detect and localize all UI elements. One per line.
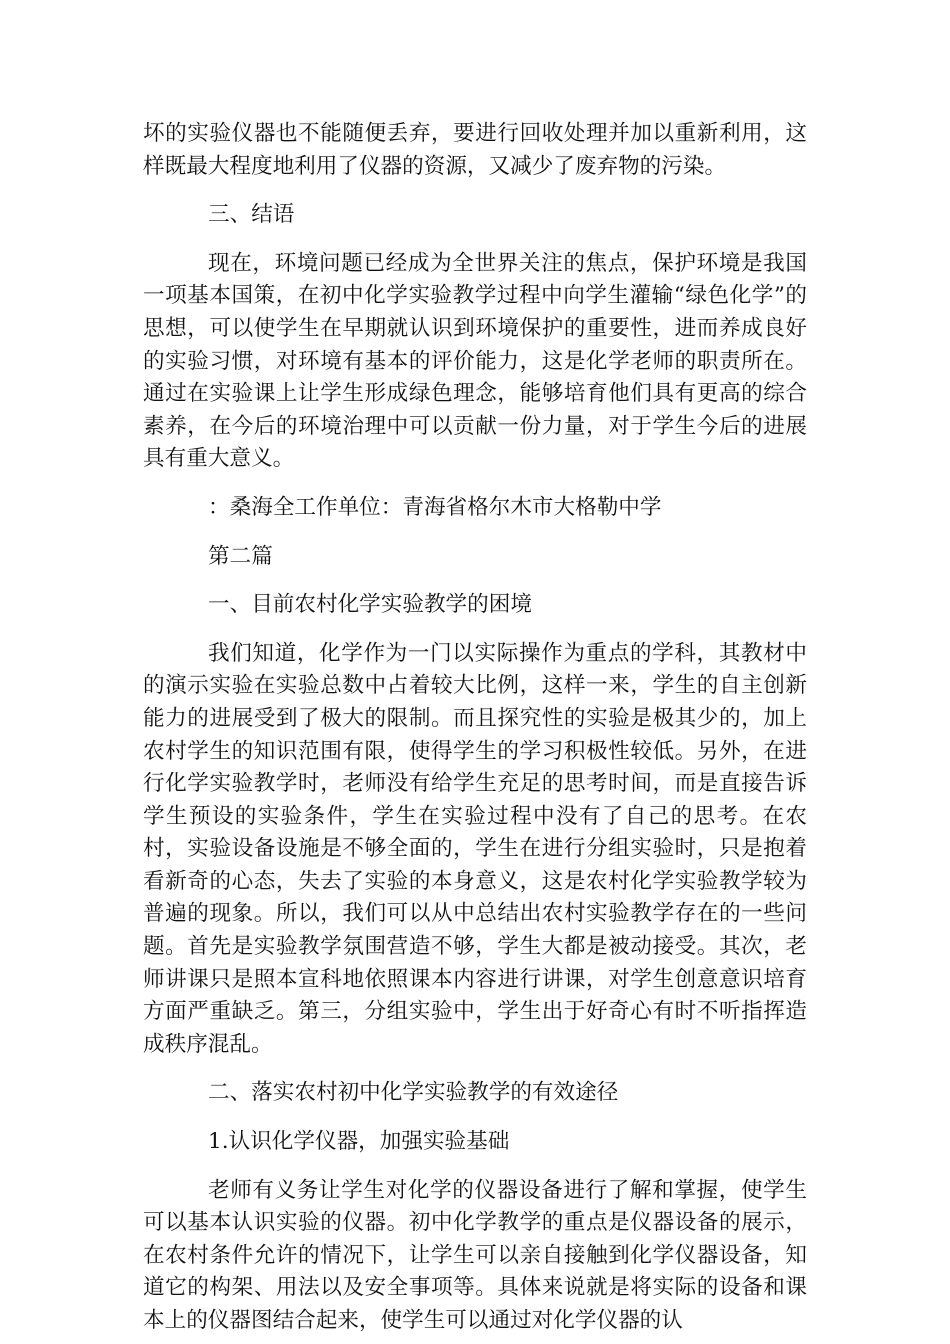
section-heading-dilemma: 一、目前农村化学实验教学的困境 — [208, 592, 532, 618]
subsection-heading-instruments: 1.认识化学仪器，加强实验基础 — [208, 1129, 510, 1155]
paragraph-instruments: 老师有义务让学生对化学的仪器设备进行了解和掌握，使学生可以基本认识实验的仪器。初中化学教学的重点是仪器设备的展示，在农村条件允许的情况下，让学生可以亲自接触到化学仪器设备，知道它的构架、用法以及安全事项等。具体来说就是将实际的设备和课本上的仪器图结合起来，使学生可以通过对化学仪器的认 — [143, 1177, 807, 1333]
section-heading-conclusion: 三、结语 — [208, 202, 295, 228]
document-body — [143, 118, 807, 1338]
paragraph-dilemma: 我们知道，化学作为一门以实际操作为重点的学科，其教材中的演示实验在实验总数中占着较大比例，这样一来，学生的自主创新能力的进展受到了极大的限制。而且探究性的实验是极其少的，加上农村学生的知识范围有限，使得学生的学习积极性较低。另外，在进行化学实验教学时，老师没有给学生充足的思考时间，而是直接告诉学生预设的实验条件，学生在实验过程中没有了自己的思考。在农村，实验设备设施是不够全面的，学生在进行分组实验时，只是抱着看新奇的心态，失去了实验的本身意义，这是农村化学实验教学较为普遍的现象。所以，我们可以从中总结出农村实验教学存在的一些问题。首先是实验教学氛围营造不够，学生大都是被动接受。其次，老师讲课只是照本宣科地依照课本内容进行讲课，对学生创意意识培育方面严重缺乏。第三，分组实验中，学生出于好奇心有时不听指挥造成秩序混乱。 — [143, 640, 807, 1057]
part-heading-second: 第二篇 — [208, 543, 273, 569]
paragraph-continuation: 坏的实验仪器也不能随便丢弃，要进行回收处理并加以重新利用，这样既最大程度地利用了仪器的资源，又减少了废弃物的污染。 — [143, 121, 807, 179]
author-affiliation: ：桑海全工作单位：青海省格尔木市大格勒中学 — [208, 494, 662, 520]
section-heading-approaches: 二、落实农村初中化学实验教学的有效途径 — [208, 1080, 619, 1106]
paragraph-conclusion: 现在，环境问题已经成为全世界关注的焦点，保护环境是我国一项基本国策，在初中化学实验教学过程中向学生灌输“绿色化学”的思想，可以使学生在早期就认识到环境保护的重要性，进而养成良好的实验习惯，对环境有基本的评价能力，这是化学老师的职责所在。通过在实验课上让学生形成绿色理念，能够培育他们具有更高的综合素养，在今后的环境治理中可以贡献一份力量，对于学生今后的进展具有重大意义。 — [143, 250, 807, 472]
